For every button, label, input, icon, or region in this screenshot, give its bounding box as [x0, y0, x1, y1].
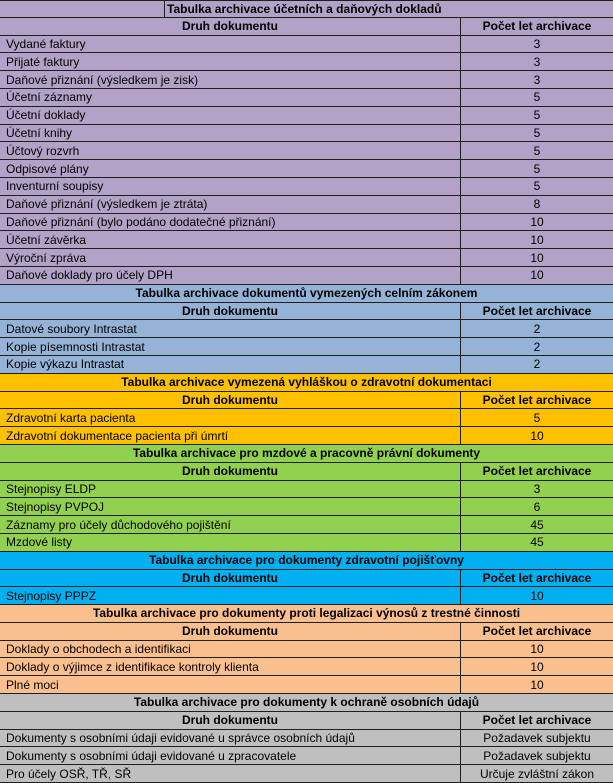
archive-years-cell: 5: [533, 179, 541, 194]
section-title-row: [0, 0, 613, 18]
document-type-cell: Účtový rozvrh: [0, 142, 461, 159]
table-row: [0, 249, 613, 267]
archive-years-cell: 3: [533, 36, 541, 51]
section-title: Tabulka archivace pro mzdové a pracovně právní dokumenty: [132, 446, 481, 461]
document-type-cell: Datové soubory Intrastat: [0, 320, 461, 337]
archive-years-cell: 3: [533, 481, 541, 496]
document-type-cell: Stejnopisy PPPZ: [0, 587, 461, 604]
column-header-row: [0, 18, 613, 36]
column-header-archive-years: Počet let archivace: [482, 19, 592, 34]
document-type-cell: Doklady o výjimce z identifikace kontroly klienta: [0, 658, 461, 675]
column-header-row: [0, 392, 613, 410]
section-title: Tabulka archivace pro dokumenty proti legalizaci výnosů z trestné činnosti: [92, 606, 521, 621]
table-row: [0, 587, 613, 605]
table-row: [0, 481, 613, 499]
archive-years-cell: 2: [533, 357, 541, 372]
archive-years-cell: 10: [530, 250, 544, 265]
document-type-cell: Inventurní soupisy: [0, 178, 461, 195]
archive-section: [0, 552, 613, 605]
column-header-archive-years: Počet let archivace: [482, 713, 592, 728]
section-title-row: [0, 605, 613, 623]
archive-years-cell: 10: [530, 232, 544, 247]
table-row: [0, 676, 613, 694]
table-row: [0, 320, 613, 338]
archive-section: [0, 445, 613, 552]
archive-years-cell: 45: [530, 535, 544, 550]
document-type-cell: Přijaté faktury: [0, 53, 461, 70]
column-header-row: [0, 303, 613, 321]
archive-years-cell: 3: [533, 54, 541, 69]
table-row: [0, 730, 613, 748]
archive-years-cell: 6: [533, 499, 541, 514]
archive-years-cell: 10: [530, 659, 544, 674]
document-type-cell: Účetní doklady: [0, 107, 461, 124]
column-header-document-type: Druh dokumentu: [0, 463, 461, 480]
column-header-document-type: Druh dokumentu: [0, 712, 461, 729]
column-header-document-type: Druh dokumentu: [0, 303, 461, 320]
document-type-cell: Zdravotní dokumentace pacienta při úmrtí: [0, 427, 461, 444]
table-row: [0, 53, 613, 71]
document-type-cell: Daňové přiznání (výsledkem je ztráta): [0, 196, 461, 213]
table-row: [0, 356, 613, 374]
column-header-row: [0, 623, 613, 641]
section-title: Tabulka archivace účetních a daňových dokladů: [164, 1, 444, 17]
archive-years-cell: 10: [530, 588, 544, 603]
archive-years-cell: 2: [533, 339, 541, 354]
table-row: [0, 641, 613, 659]
archive-years-cell: 10: [530, 642, 544, 657]
table-row: [0, 107, 613, 125]
document-type-cell: Doklady o obchodech a identifikaci: [0, 641, 461, 658]
table-row: [0, 658, 613, 676]
table-row: [0, 338, 613, 356]
document-type-cell: Pro účely OSŘ, TŘ, SŘ: [0, 765, 461, 782]
document-type-cell: Dokumenty s osobními údaji evidované u zpracovatele: [0, 747, 461, 764]
column-header-archive-years: Počet let archivace: [482, 392, 592, 407]
archive-years-cell: 5: [533, 410, 541, 425]
document-type-cell: Daňové přiznání (bylo podáno dodatečné přiznání): [0, 214, 461, 231]
table-row: [0, 89, 613, 107]
archive-years-cell: Požadavek subjektu: [483, 731, 591, 746]
document-type-cell: Stejnopisy PVPOJ: [0, 498, 461, 515]
archive-years-cell: 2: [533, 321, 541, 336]
table-row: [0, 71, 613, 89]
column-header-document-type: Druh dokumentu: [0, 623, 461, 640]
table-row: [0, 36, 613, 54]
table-row: [0, 534, 613, 552]
archive-years-cell: 8: [533, 197, 541, 212]
archive-years-cell: 5: [533, 125, 541, 140]
column-header-document-type: Druh dokumentu: [0, 570, 461, 587]
column-header-archive-years: Počet let archivace: [482, 624, 592, 639]
table-row: [0, 498, 613, 516]
archive-years-cell: 10: [530, 214, 544, 229]
document-type-cell: Stejnopisy ELDP: [0, 481, 461, 498]
archive-years-cell: 45: [530, 517, 544, 532]
column-header-document-type: Druh dokumentu: [0, 392, 461, 409]
table-row: [0, 196, 613, 214]
section-title: Tabulka archivace vymezená vyhláškou o zdravotní dokumentaci: [121, 375, 492, 390]
table-row: [0, 765, 613, 783]
document-type-cell: Vydané faktury: [0, 36, 461, 53]
column-header-archive-years: Počet let archivace: [482, 464, 592, 479]
document-type-cell: Dokumenty s osobními údaji evidované u správce osobních údajů: [0, 730, 461, 747]
column-header-archive-years: Počet let archivace: [482, 570, 592, 585]
document-type-cell: Odpisové plány: [0, 160, 461, 177]
table-row: [0, 160, 613, 178]
archive-years-cell: 5: [533, 161, 541, 176]
table-row: [0, 409, 613, 427]
document-type-cell: Daňové doklady pro účely DPH: [0, 267, 461, 284]
table-row: [0, 267, 613, 285]
document-type-cell: Účetní závěrka: [0, 231, 461, 248]
archive-years-cell: Požadavek subjektu: [483, 748, 591, 763]
archive-years-cell: 5: [533, 90, 541, 105]
archive-years-cell: 10: [530, 428, 544, 443]
archive-years-cell: Určuje zvláštní zákon: [479, 766, 595, 781]
column-header-document-type: Druh dokumentu: [0, 18, 461, 35]
table-row: [0, 516, 613, 534]
section-title-row: [0, 445, 613, 463]
table-row: [0, 231, 613, 249]
document-type-cell: Plné moci: [0, 676, 461, 693]
document-type-cell: Účetní záznamy: [0, 89, 461, 106]
document-type-cell: Daňové přiznání (výsledkem je zisk): [0, 71, 461, 88]
column-header-row: [0, 570, 613, 588]
archive-years-cell: 10: [530, 677, 544, 692]
archive-years-cell: 5: [533, 143, 541, 158]
table-row: [0, 747, 613, 765]
section-title-row: [0, 285, 613, 303]
archive-years-cell: 5: [533, 108, 541, 123]
section-title-row: [0, 374, 613, 392]
section-title-row: [0, 694, 613, 712]
column-header-archive-years: Počet let archivace: [482, 303, 592, 318]
archive-years-cell: 10: [530, 268, 544, 283]
document-type-cell: Výroční zpráva: [0, 249, 461, 266]
table-row: [0, 178, 613, 196]
document-type-cell: Kopie písemnosti Intrastat: [0, 338, 461, 355]
document-type-cell: Účetní knihy: [0, 125, 461, 142]
column-header-row: [0, 463, 613, 481]
document-type-cell: Kopie výkazu Intrastat: [0, 356, 461, 373]
archive-section: [0, 285, 613, 374]
document-type-cell: Mzdové listy: [0, 534, 461, 551]
table-row: [0, 142, 613, 160]
section-title: Tabulka archivace pro dokumenty zdravotní pojišťovny: [149, 553, 464, 568]
table-row: [0, 214, 613, 232]
section-title: Tabulka archivace pro dokumenty k ochraně osobních údajů: [133, 695, 480, 710]
document-type-cell: Zdravotní karta pacienta: [0, 409, 461, 426]
archive-section: [0, 605, 613, 694]
archive-section: [0, 0, 613, 285]
section-title-row: [0, 552, 613, 570]
archive-years-cell: 3: [533, 72, 541, 87]
section-title: Tabulka archivace dokumentů vymezených celním zákonem: [135, 286, 478, 301]
table-row: [0, 125, 613, 143]
column-header-row: [0, 712, 613, 730]
table-row: [0, 427, 613, 445]
document-type-cell: Záznamy pro účely důchodového pojištění: [0, 516, 461, 533]
archive-section: [0, 694, 613, 783]
archive-section: [0, 374, 613, 445]
